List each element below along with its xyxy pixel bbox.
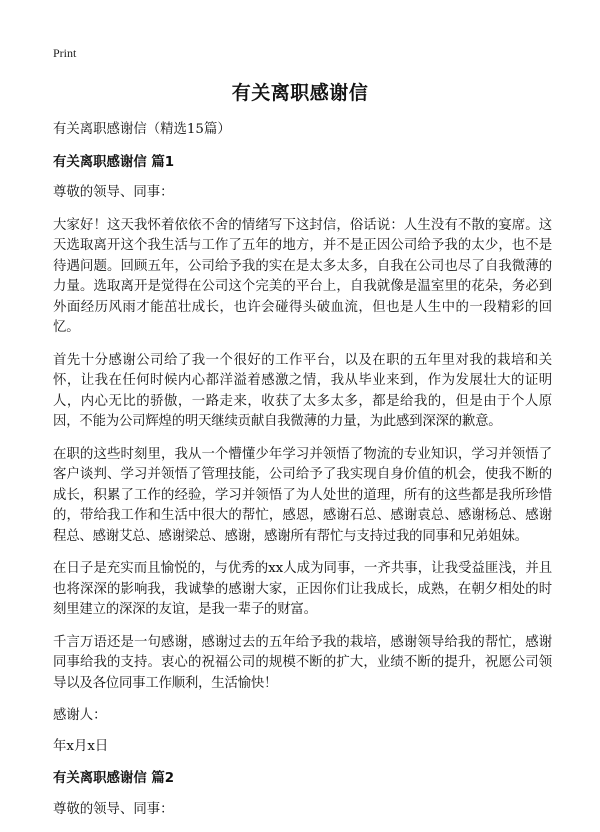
paragraph: 在职的这些时刻里，我从一个懵懂少年学习并领悟了物流的专业知识，学习并领悟了客户谈判、学习并领悟了管理技能，公司给予了我实现自身价值的机会，使我不断的成长，积累了工作的经验，学习并领悟了为人处世的道理，所有的这些都是我所珍惜的，带给我工作和生活中很大的帮忙，感恩，感谢石总、感谢袁总、感谢杨总、感谢程总、感谢艾总、感谢梁总、感谢，感谢所有帮忙与支持过我的同事和兄弟姐妹。 [53, 446, 552, 544]
section-heading: 有关离职感谢信 篇1 [53, 154, 175, 170]
letter-section-1 [53, 153, 552, 758]
signature-line: 感谢人： [53, 708, 107, 723]
letter-section-2 [53, 769, 552, 820]
section-heading: 有关离职感谢信 篇2 [53, 771, 175, 786]
paragraph: 千言万语还是一句感谢，感谢过去的五年给予我的栽培，感谢领导给我的帮忙，感谢同事给我的支持。衷心的祝福公司的规模不断的扩大，业绩不断的提升，祝愿公司领导以及各位同事工作顺利，生活愉快！ [53, 634, 552, 691]
document-body [53, 120, 552, 832]
salutation: 尊敬的领导、同事： [53, 801, 174, 817]
date-line: 年x月x日 [53, 738, 109, 754]
paragraph: 大家好！这天我怀着依依不舍的情绪写下这封信，俗话说：人生没有不散的宴席。这天选取离开这个我生活与工作了五年的地方，并不是正因公司给予我的太少，也不是待遇问题。回顾五年，公司给予我的实在是太多太多，自我在公司也尽了自我微薄的力量。选取离开是觉得在公司这个完美的平台上，自我就像是温室里的花朵，务必到外面经历风雨才能茁壮成长，也许会碰得头破血流，但也是人生中的一段精彩的回忆。 [53, 217, 552, 335]
print-link[interactable]: Print [53, 46, 77, 60]
paragraph: 首先十分感谢公司给了我一个很好的工作平台，以及在职的五年里对我的栽培和关怀，让我在任何时候内心都洋溢着感激之情，我从毕业来到，作为发展壮大的证明人，内心无比的骄傲，一路走来，收获了太多太多，都是给我的，但是由于个人原因，不能为公司辉煌的明天继续贡献自我微薄的力量，为此感到深深的歉意。 [53, 352, 552, 429]
document-subtitle: 有关离职感谢信（精选15篇） [53, 122, 231, 137]
salutation: 尊敬的领导、同事： [53, 185, 174, 200]
paragraph: 在日子是充实而且愉悦的，与优秀的xx人成为同事，一齐共事，让我受益匪浅，并且也将深深的影响我，我诚挚的感谢大家，正因你们让我成长，成熟，在朝夕相处的时刻里建立的深深的友谊，是我一辈子的财富。 [53, 561, 552, 617]
document-title: 有关离职感谢信 [231, 82, 369, 104]
